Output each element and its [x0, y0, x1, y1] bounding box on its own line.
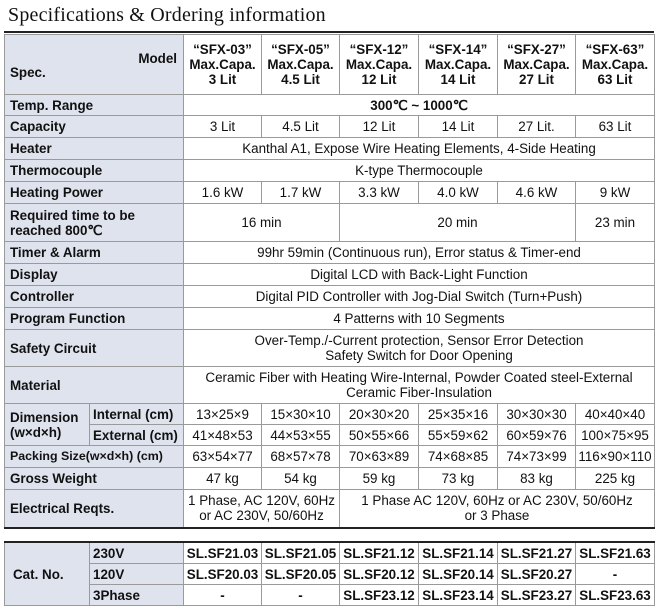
model-header: “SFX-63” Max.Capa. 63 Lit: [576, 35, 655, 95]
electrical-right: 1 Phase AC 120V, 60Hz or AC 230V, 50/60Hz or 3 Phase: [340, 490, 655, 528]
temp-range-label: Temp. Range: [5, 95, 184, 116]
page-title: Specifications & Ordering information: [8, 4, 326, 26]
catalog-code: SL.SF21.03: [184, 542, 262, 564]
heating-power-row: [5, 182, 655, 204]
dimension-internal-row: [5, 404, 655, 425]
timer-label: Timer & Alarm: [5, 242, 184, 264]
packing-cell: 74×68×85: [419, 446, 498, 468]
packing-cell: 70×63×89: [340, 446, 419, 468]
safety-value: Over-Temp./-Current protection, Sensor Error Detection Safety Switch for Door Opening: [184, 330, 655, 367]
external-cell: 60×59×76: [498, 425, 576, 446]
heating-power-cell: 3.3 kW: [340, 182, 419, 204]
packing-row: [5, 446, 655, 468]
catalog-table: [4, 541, 655, 606]
safety-label: Safety Circuit: [5, 330, 184, 367]
internal-cell: 13×25×9: [184, 404, 262, 425]
gross-weight-row: [5, 468, 655, 490]
packing-cell: 74×73×99: [498, 446, 576, 468]
catalog-code: SL.SF21.05: [262, 542, 340, 564]
capacity-cell: 12 Lit: [340, 116, 419, 138]
heating-power-cell: 4.0 kW: [419, 182, 498, 204]
gross-weight-cell: 225 kg: [576, 468, 655, 490]
catalog-code: SL.SF20.12: [340, 564, 419, 585]
timer-row: [5, 242, 655, 264]
catalog-code: SL.SF20.14: [419, 564, 498, 585]
model-header: “SFX-14” Max.Capa. 14 Lit: [419, 35, 498, 95]
catalog-code: -: [184, 585, 262, 606]
external-label: External (cm): [90, 425, 184, 446]
capacity-cell: 14 Lit: [419, 116, 498, 138]
internal-cell: 25×35×16: [419, 404, 498, 425]
heating-power-cell: 9 kW: [576, 182, 655, 204]
catalog-row-230v: [5, 542, 655, 564]
electrical-row: [5, 490, 655, 528]
external-cell: 55×59×62: [419, 425, 498, 446]
material-value: Ceramic Fiber with Heating Wire-Internal, Powder Coated steel-External Ceramic Fiber-Insulation: [184, 367, 655, 404]
catalog-code: SL.SF23.27: [498, 585, 576, 606]
catalog-code: SL.SF23.14: [419, 585, 498, 606]
model-header: “SFX-27” Max.Capa. 27 Lit: [498, 35, 576, 95]
external-cell: 44×53×55: [262, 425, 340, 446]
external-cell: 100×75×95: [576, 425, 655, 446]
title-rule: [4, 31, 654, 33]
internal-cell: 40×40×40: [576, 404, 655, 425]
gross-weight-cell: 47 kg: [184, 468, 262, 490]
temp-range-value: 300℃ ~ 1000℃: [184, 95, 655, 116]
capacity-cell: 4.5 Lit: [262, 116, 340, 138]
internal-cell: 30×30×30: [498, 404, 576, 425]
model-header: “SFX-12” Max.Capa. 12 Lit: [340, 35, 419, 95]
controller-row: [5, 286, 655, 308]
model-header: “SFX-05” Max.Capa. 4.5 Lit: [262, 35, 340, 95]
internal-label: Internal (cm): [90, 404, 184, 425]
program-label: Program Function: [5, 308, 184, 330]
temp-range-row: [5, 95, 655, 116]
external-cell: 41×48×53: [184, 425, 262, 446]
catalog-code: SL.SF21.12: [340, 542, 419, 564]
catalog-code: -: [576, 564, 655, 585]
program-row: [5, 308, 655, 330]
required-time-label: Required time to be reached 800℃: [5, 204, 184, 242]
catalog-label: Cat. No.: [5, 542, 90, 606]
catalog-code: SL.SF21.63: [576, 542, 655, 564]
material-row: [5, 367, 655, 404]
heating-power-cell: 4.6 kW: [498, 182, 576, 204]
required-time-cell: 23 min: [576, 204, 655, 242]
catalog-row-3phase: [5, 585, 655, 606]
heater-label: Heater: [5, 138, 184, 160]
spec-model-header: [5, 35, 184, 95]
catalog-code: -: [262, 585, 340, 606]
heating-power-cell: 1.6 kW: [184, 182, 262, 204]
packing-label: Packing Size(w×d×h) (cm): [5, 446, 184, 468]
voltage-label: 120V: [90, 564, 184, 585]
catalog-code: SL.SF20.27: [498, 564, 576, 585]
external-cell: 50×55×66: [340, 425, 419, 446]
safety-row: [5, 330, 655, 367]
gross-weight-cell: 54 kg: [262, 468, 340, 490]
capacity-cell: 27 Lit.: [498, 116, 576, 138]
packing-cell: 63×54×77: [184, 446, 262, 468]
electrical-label: Electrical Reqts.: [5, 490, 184, 528]
dimension-label: Dimension (w×d×h): [5, 404, 90, 446]
thermocouple-value: K-type Thermocouple: [184, 160, 655, 182]
catalog-code: SL.SF20.03: [184, 564, 262, 585]
heating-power-cell: 1.7 kW: [262, 182, 340, 204]
timer-value: 99hr 59min (Continuous run), Error status & Timer-end: [184, 242, 655, 264]
capacity-cell: 63 Lit: [576, 116, 655, 138]
heating-power-label: Heating Power: [5, 182, 184, 204]
material-label: Material: [5, 367, 184, 404]
spec-label: Spec.: [10, 65, 46, 80]
capacity-label: Capacity: [5, 116, 184, 138]
heater-value: Kanthal A1, Expose Wire Heating Elements, 4-Side Heating: [184, 138, 655, 160]
catalog-code: SL.SF23.63: [576, 585, 655, 606]
required-time-row: [5, 204, 655, 242]
catalog-code: SL.SF21.27: [498, 542, 576, 564]
catalog-row-120v: [5, 564, 655, 585]
dimension-external-row: [5, 425, 655, 446]
capacity-cell: 3 Lit: [184, 116, 262, 138]
spec-table: [4, 34, 655, 529]
header-row: [5, 35, 655, 95]
catalog-code: SL.SF20.05: [262, 564, 340, 585]
controller-value: Digital PID Controller with Jog-Dial Switch (Turn+Push): [184, 286, 655, 308]
gross-weight-cell: 73 kg: [419, 468, 498, 490]
controller-label: Controller: [5, 286, 184, 308]
voltage-label: 3Phase: [90, 585, 184, 606]
capacity-row: [5, 116, 655, 138]
catalog-code: SL.SF21.14: [419, 542, 498, 564]
gross-weight-cell: 83 kg: [498, 468, 576, 490]
required-time-cell: 20 min: [340, 204, 576, 242]
gross-weight-label: Gross Weight: [5, 468, 184, 490]
display-label: Display: [5, 264, 184, 286]
electrical-left: 1 Phase, AC 120V, 60Hz or AC 230V, 50/60Hz: [184, 490, 340, 528]
model-header: “SFX-03” Max.Capa. 3 Lit: [184, 35, 262, 95]
internal-cell: 15×30×10: [262, 404, 340, 425]
packing-cell: 68×57×78: [262, 446, 340, 468]
heater-row: [5, 138, 655, 160]
display-row: [5, 264, 655, 286]
thermocouple-row: [5, 160, 655, 182]
model-label: Model: [138, 51, 177, 66]
program-value: 4 Patterns with 10 Segments: [184, 308, 655, 330]
internal-cell: 20×30×20: [340, 404, 419, 425]
required-time-cell: 16 min: [184, 204, 340, 242]
catalog-code: SL.SF23.12: [340, 585, 419, 606]
thermocouple-label: Thermocouple: [5, 160, 184, 182]
voltage-label: 230V: [90, 542, 184, 564]
gross-weight-cell: 59 kg: [340, 468, 419, 490]
packing-cell: 116×90×110: [576, 446, 655, 468]
display-value: Digital LCD with Back-Light Function: [184, 264, 655, 286]
